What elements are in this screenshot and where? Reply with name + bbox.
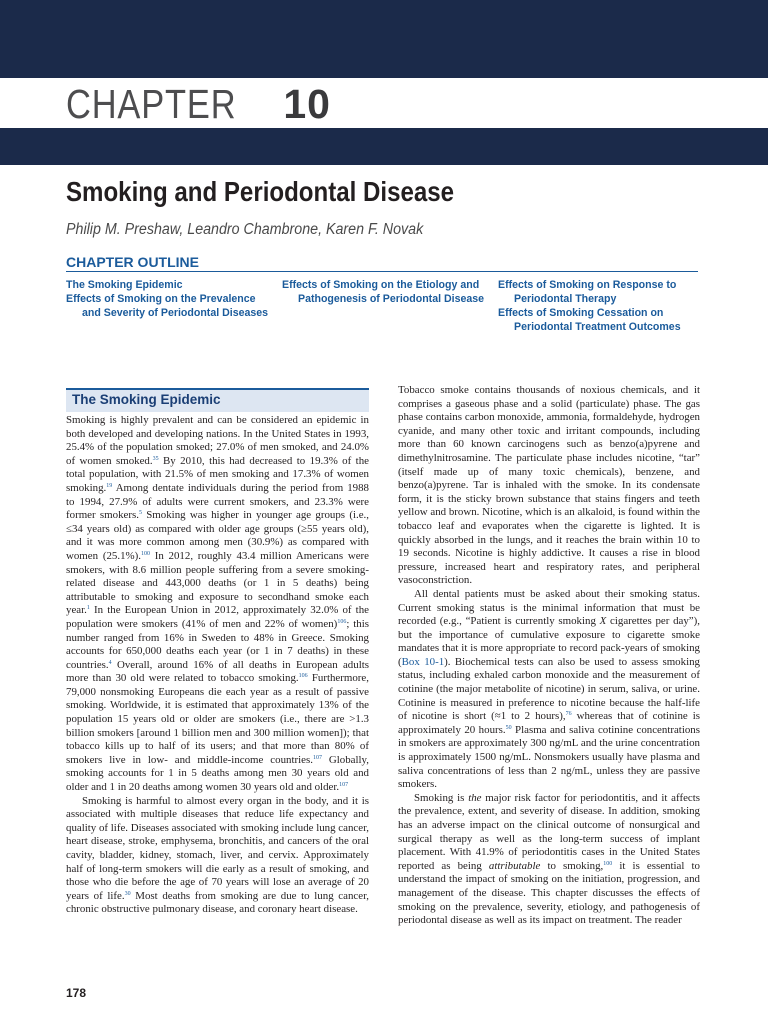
body-paragraph — [66, 414, 369, 795]
text-run: In 2012, roughly 43.4 million Americans were smokers, with 8.6 million people suffering from a severe smoking-related disease and 443,000 deaths (or 1 in 5 deaths) being attributable to smoking and exposure to secondhand smoke each year. — [66, 549, 369, 617]
text-run: Tobacco smoke contains thousands of noxious chemicals, and it comprises a gaseous phase and a solid (particulate) phase. The gas phase contains carbon monoxide, ammonia, formaldehyde, hydrogen cyanide, and many other toxic and irritant compounds, including more than 60 known carcinogens such as benzo(a)pyrene and dimethylnitrosamine. The particulate phase includes nicotine, “tar” (itself made up of many toxic chemicals), benzene, and benzo(a)pyrene. Tar is inhaled with the smoke. In its condensate form, it is the sticky brown substance that stains fingers and teeth yellow and brown. Nicotine, which is an alkaloid, is found within the tobacco leaf and evaporates when the cigarette is lighted. It is quickly absorbed in the lungs, and it reaches the brain within 10 to 19 seconds. Nicotine is highly addictive. It causes a rise in blood pressure, increased heart and respiratory rates, and peripheral vasoconstriction. — [398, 384, 700, 587]
text-run: In the European Union in 2012, approximately 32.0% of the population were smokers (41% of men and 22% of women) — [66, 604, 369, 630]
citation-ref[interactable]: 107 — [312, 754, 322, 761]
outline-column-1 — [66, 278, 271, 320]
text-run: Most deaths from smoking are due to lung cancer, chronic obstructive pulmonary disease, and coronary heart disease. — [66, 889, 369, 916]
outline-link[interactable]: Effects of Smoking on Response to Periodontal Therapy — [498, 279, 677, 305]
body-column-left — [66, 414, 369, 917]
citation-ref[interactable]: 5 — [138, 510, 142, 517]
citation-ref[interactable]: 4 — [108, 659, 112, 666]
text-run: Smoking is harmful to almost every organ in the body, and it is associated with multiple diseases that reduce life expectancy and quality of life. Diseases associated with smoking include lung cancer, heart disease, stroke, emphysema, bronchitis, and cancers of the oral cavity, bladder, kidney, stomach, liver, and cervix. Approximately half of long-term smokers will die early as a result of smoking, and those who die before the age of 70 years will lose an average of 20 years of life. — [66, 794, 369, 902]
citation-ref[interactable]: 76 — [565, 711, 572, 718]
outline-column-3 — [498, 278, 708, 334]
text-run: All dental patients must be asked about their smoking status. Current smoking status is the minimal information that must be recorded (e.g., “Patient is currently smoking — [398, 587, 700, 628]
text-run: Globally, smoking accounts for 1 in 5 deaths among men 30 years old and older and 1 in 20 deaths among women 30 years old and older. — [66, 753, 369, 794]
citation-ref[interactable]: 100 — [603, 860, 613, 867]
text-run: By 2010, this had decreased to 19.3% of the total population, with 21.5% of men smoking and 17.3% of women smoking. — [66, 454, 369, 494]
chapter-outline-heading: CHAPTER OUTLINE — [66, 254, 199, 270]
body-paragraph — [398, 384, 700, 588]
text-run: Smoking was higher in younger age groups (i.e., ≤34 years old) as compared with older age groups (≥55 years old), and it was more common among men (30.9%) as compared with women (25.1%). — [66, 509, 369, 562]
text-run: ). Biochemical tests can also be used to assess smoking status, including exhaled carbon monoxide and the measurement of cotinine (the major metabolite of nicotine) in serum, saliva, or urine. Cotinine is measured in preference to nicotine because the half-life of nicotine is short (≈1 to 2 hours), — [398, 655, 700, 723]
chapter-word: CHAPTER — [66, 81, 237, 127]
citation-ref[interactable]: 106 — [298, 673, 308, 680]
text-run: Among dentate individuals during the period from 1988 to 1994, 27.9% of adults were current smokers, and 23.3% were former smokers. — [66, 481, 369, 522]
section-title: The Smoking Epidemic — [72, 392, 221, 407]
text-run: whereas that of cotinine is approximately 20 hours. — [398, 710, 700, 736]
citation-ref[interactable]: 106 — [337, 618, 347, 625]
outline-link[interactable]: Effects of Smoking on the Etiology and Pathogenesis of Periodontal Disease — [282, 279, 485, 305]
text-run: Smoking is — [414, 791, 469, 804]
text-run: cigarettes per day”), but the importance of cumulative exposure to cigarette smoke mandates that it is more appropriate to record pack-years of smoking ( — [398, 615, 700, 668]
citation-ref[interactable]: 1 — [86, 605, 90, 612]
box-link[interactable]: Box 10-1 — [401, 655, 445, 668]
section-heading-bar — [66, 388, 369, 412]
text-run: Overall, around 16% of all deaths in European adults more than 30 old were related to tobacco smoking. — [66, 658, 369, 685]
text-run: to smoking, — [540, 859, 604, 872]
body-column-right — [398, 384, 700, 928]
body-paragraph — [398, 792, 700, 928]
text-run: Plasma and saliva cotinine concentrations in smokers are approximately 300 ng/mL and the urine concentration is approximately 1500 ng/mL. Nonsmokers usually have plasma and saliva concentrations of less than 2 ng/mL, unless they are passive smokers. — [398, 723, 700, 791]
citation-ref[interactable]: 30 — [124, 890, 131, 897]
outline-link[interactable]: Effects of Smoking on the Prevalence and Severity of Periodontal Diseases — [66, 293, 269, 319]
italic-text: the — [468, 791, 482, 804]
italic-text: X — [599, 615, 607, 628]
citation-ref[interactable]: 19 — [106, 482, 113, 489]
text-run: ; this number ranged from 16% in Sweden to 48% in Greece. Smoking accounts for 650,000 deaths each year (or 1 in 7 deaths) in these countries. — [66, 617, 370, 671]
text-run: Smoking is highly prevalent and can be considered an epidemic in both developed and developing nations. In the United States in 1993, 25.4% of the population smoked; 27.0% of men smoked, and 24.0% of women smoked. — [66, 414, 369, 467]
chapter-label — [66, 78, 331, 128]
body-paragraph — [398, 588, 700, 792]
outline-link[interactable]: The Smoking Epidemic — [66, 279, 183, 291]
text-run: Furthermore, 79,000 nonsmoking Europeans die each year as a result of passive smoking. Worldwide, it is estimated that approximately 13% of the population 15 years old or older are smokers (i.e., there are >1.3 billion smokers [around 1 billion men and 300 million women]); that tobacco kills up to half of its users; and that more than 80% of smokers live in low- and middle-income countries. — [66, 672, 369, 766]
italic-text: attributable — [488, 859, 541, 872]
body-paragraph — [66, 795, 369, 917]
citation-ref[interactable]: 50 — [505, 724, 512, 731]
outline-link[interactable]: Effects of Smoking Cessation on Periodontal Treatment Outcomes — [498, 307, 681, 333]
page-number: 178 — [66, 986, 87, 1000]
outline-divider — [66, 271, 698, 272]
text-run: it is essential to understand the impact of smoking on the initiation, progression, and management of the disease. This chapter discusses the effects of smoking on the prevalence, severity, etiology, and pathogenesis of periodontal disease as well as its impact on treatment. The reader — [398, 859, 700, 927]
page-title: Smoking and Periodontal Disease — [66, 176, 455, 207]
authors: Philip M. Preshaw, Leandro Chambrone, Karen F. Novak — [66, 221, 424, 238]
outline-column-2 — [282, 278, 487, 306]
text-run: major risk factor for periodontitis, and it affects the prevalence, extent, and severity of disease. In addition, smoking has an adverse impact on the clinical outcome of nonsurgical and surgical therapy as well as the long-term success of implant placement. With 41.9% of periodontitis cases in the United States reported as being — [398, 791, 700, 872]
citation-ref[interactable]: 100 — [140, 550, 150, 557]
chapter-number: 10 — [283, 81, 331, 127]
citation-ref[interactable]: 35 — [152, 455, 159, 462]
citation-ref[interactable]: 107 — [339, 782, 349, 789]
